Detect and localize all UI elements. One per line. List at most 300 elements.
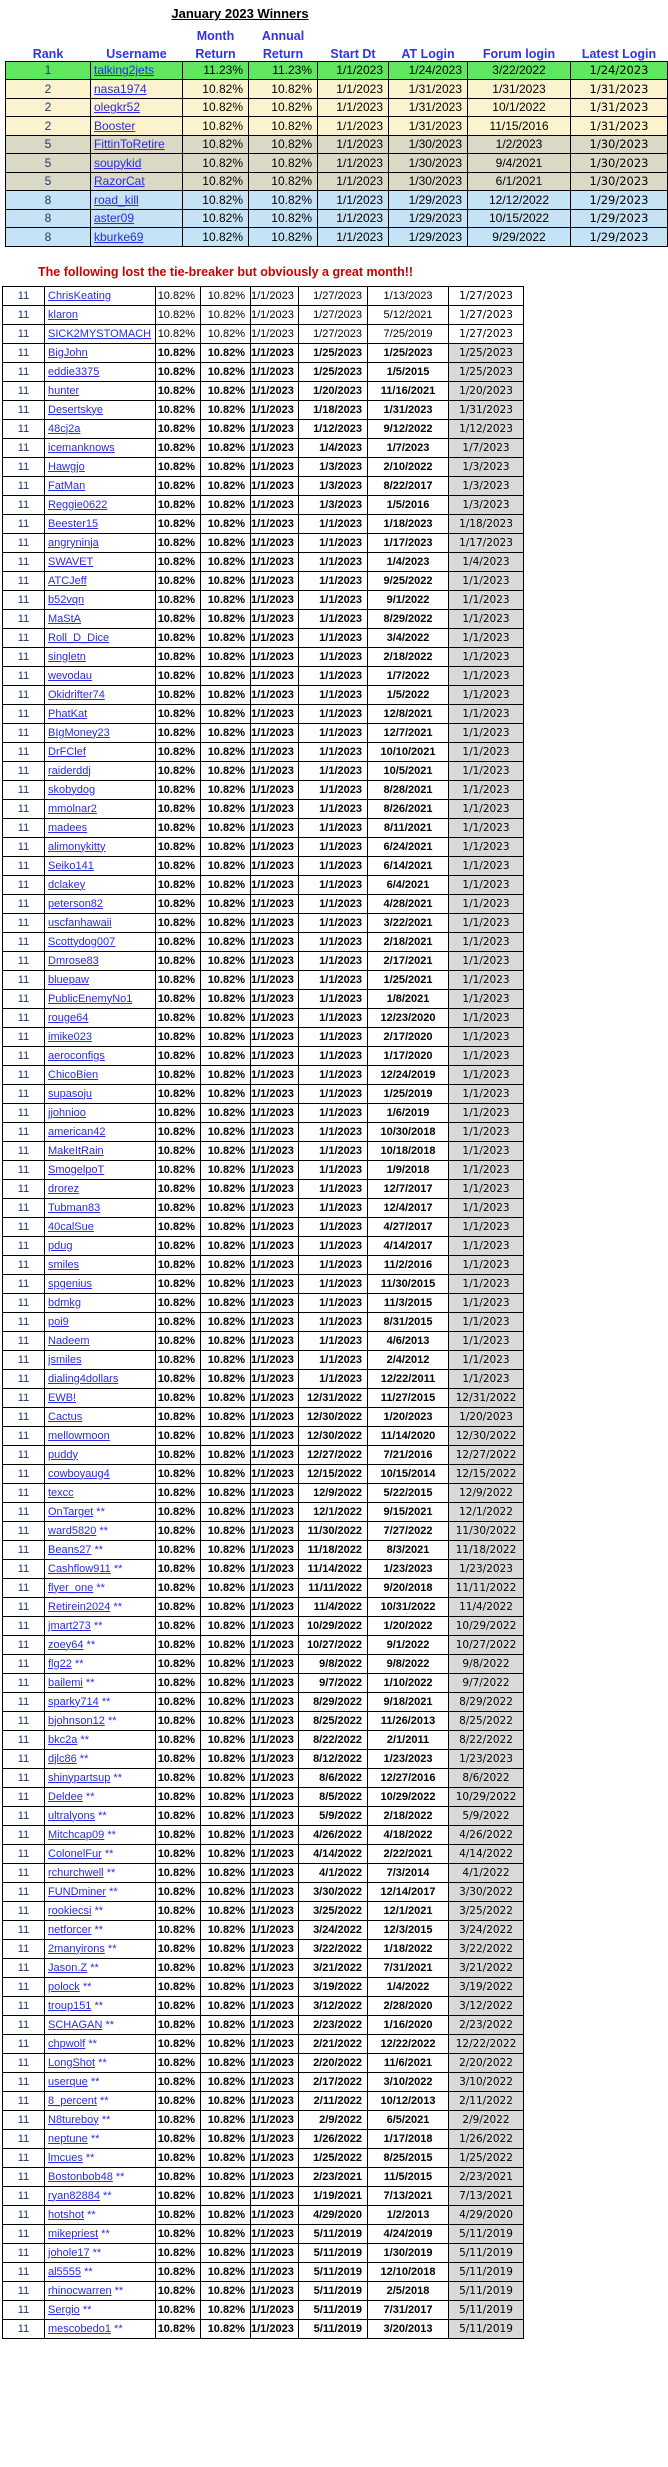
username-cell (45, 1350, 156, 1369)
username-link[interactable]: eddie3375 (48, 365, 100, 378)
honorable-row (3, 1293, 524, 1312)
username-link[interactable]: lmcues (48, 2151, 83, 2164)
forum-login-cell: 3/20/2013 (368, 2319, 449, 2338)
honorable-row (3, 571, 524, 590)
username-link[interactable]: Sergio (48, 2303, 80, 2316)
username-link[interactable]: neptune (48, 2132, 88, 2145)
annual-return-cell: 10.82% (249, 80, 318, 99)
start-date-cell: 1/1/2023 (251, 1958, 299, 1977)
username-link[interactable]: soupykid (94, 155, 142, 170)
start-date-cell: 1/1/2023 (251, 1331, 299, 1350)
username-link[interactable]: FatMan (48, 479, 86, 492)
annual-return-cell: 10.82% (201, 400, 251, 419)
username-link[interactable]: SWAVET (48, 555, 94, 568)
username-link[interactable]: SmogelpoT (48, 1163, 105, 1176)
username-link[interactable]: Deldee (48, 1790, 83, 1803)
username-link[interactable]: sparky714 (48, 1695, 99, 1708)
forum-login-cell: 4/14/2017 (368, 1236, 449, 1255)
username-link[interactable]: Nadeem (48, 1334, 90, 1347)
rank-cell: 11 (3, 1654, 45, 1673)
month-return-cell: 10.82% (156, 343, 201, 362)
annual-return-cell: 10.82% (201, 1198, 251, 1217)
annual-return-cell: 10.82% (201, 2015, 251, 2034)
forum-login-cell: 9/4/2021 (468, 154, 571, 173)
annual-return-cell: 10.82% (201, 970, 251, 989)
username-link[interactable]: rchurchwell (48, 1866, 104, 1879)
username-link[interactable]: alimonykitty (48, 840, 106, 853)
latest-login-cell: 5/11/2019 (449, 2300, 524, 2319)
honorable-row (3, 1882, 524, 1901)
username-link[interactable]: bdmkg (48, 1296, 82, 1309)
col-header-at-login: AT Login (401, 46, 455, 61)
rank-cell: 8 (6, 191, 91, 210)
honorable-row (3, 2224, 524, 2243)
annual-return-cell: 10.82% (201, 590, 251, 609)
forum-login-cell: 2/18/2022 (368, 1806, 449, 1825)
month-return-cell: 10.82% (156, 875, 201, 894)
tie-breaker-stars: ** (111, 2322, 123, 2335)
username-link[interactable]: bluepaw (48, 973, 89, 986)
username-link[interactable]: singletn (48, 650, 86, 663)
latest-login-cell: 1/1/2023 (449, 742, 524, 761)
latest-login-cell: 1/1/2023 (449, 799, 524, 818)
username-link[interactable]: Roll_D_Dice (48, 631, 110, 644)
forum-login-cell: 8/11/2021 (368, 818, 449, 837)
username-link[interactable]: 40calSue (48, 1220, 94, 1233)
latest-login-cell: 1/27/2023 (449, 324, 524, 343)
rank-cell: 11 (3, 476, 45, 495)
honorable-row (3, 2015, 524, 2034)
username-link[interactable]: cowboyaug4 (48, 1467, 110, 1480)
username-cell (45, 932, 156, 951)
username-link[interactable]: ryan82884 (48, 2189, 100, 2202)
month-return-cell: 10.82% (156, 1825, 201, 1844)
honorable-row (3, 419, 524, 438)
latest-login-cell: 1/31/2023 (571, 80, 668, 99)
username-link[interactable]: mellowmoon (48, 1429, 110, 1442)
username-link[interactable]: jmart273 (48, 1619, 91, 1632)
latest-login-cell: 12/22/2022 (449, 2034, 524, 2053)
username-link[interactable]: hotshot (48, 2208, 85, 2221)
at-login-cell: 1/1/2023 (299, 723, 368, 742)
annual-return-cell: 10.82% (201, 1179, 251, 1198)
at-login-cell: 3/25/2022 (299, 1901, 368, 1920)
at-login-cell: 1/1/2023 (299, 1141, 368, 1160)
username-link[interactable]: PhatKat (48, 707, 88, 720)
username-link[interactable]: flyer_one (48, 1581, 94, 1594)
month-return-cell: 10.82% (156, 780, 201, 799)
username-link[interactable]: Cactus (48, 1410, 83, 1423)
start-date-cell: 1/1/2023 (251, 1844, 299, 1863)
username-cell (45, 989, 156, 1008)
latest-login-cell: 10/27/2022 (449, 1635, 524, 1654)
username-link[interactable]: Bostonbob48 (48, 2170, 113, 2183)
username-link[interactable]: supasoju (48, 1087, 93, 1100)
username-link[interactable]: ward5820 (48, 1524, 97, 1537)
username-link[interactable]: 2manyirons (48, 1942, 105, 1955)
month-return-cell: 10.82% (156, 913, 201, 932)
username-cell (45, 666, 156, 685)
username-link[interactable]: Retirein2024 (48, 1600, 111, 1613)
username-link[interactable]: Seiko141 (48, 859, 94, 872)
username-link[interactable]: kburke69 (94, 229, 144, 244)
start-date-cell: 1/1/2023 (251, 2300, 299, 2319)
rank-cell: 11 (3, 438, 45, 457)
month-return-cell: 10.82% (183, 172, 249, 191)
annual-return-cell: 10.82% (201, 1996, 251, 2015)
username-cell (45, 1483, 156, 1502)
start-date-cell: 1/1/2023 (251, 2205, 299, 2224)
username-link[interactable]: klaron (48, 308, 78, 321)
username-cell (45, 1635, 156, 1654)
username-link[interactable]: ultralyons (48, 1809, 96, 1822)
rank-cell: 11 (3, 1844, 45, 1863)
latest-login-cell: 9/8/2022 (449, 1654, 524, 1673)
at-login-cell: 2/23/2022 (299, 2015, 368, 2034)
username-link[interactable]: hunter (48, 384, 80, 397)
username-link[interactable]: ColonelFur (48, 1847, 102, 1860)
username-link[interactable]: PublicEnemyNo1 (48, 992, 133, 1005)
username-link[interactable]: netforcer (48, 1923, 92, 1936)
annual-return-cell: 10.82% (201, 1540, 251, 1559)
latest-login-cell: 1/1/2023 (449, 1160, 524, 1179)
username-link[interactable]: FUNDminer (48, 1885, 107, 1898)
username-link[interactable]: ChicoBien (48, 1068, 99, 1081)
username-link[interactable]: ATCJeff (48, 574, 87, 587)
username-link[interactable]: b52vqn (48, 593, 85, 606)
username-cell (45, 1920, 156, 1939)
username-link[interactable]: talking2jets (94, 63, 155, 78)
tie-breaker-stars: ** (111, 2284, 124, 2297)
annual-return-cell: 10.82% (201, 1654, 251, 1673)
at-login-cell: 12/30/2022 (299, 1407, 368, 1426)
username-link[interactable]: drorez (48, 1182, 80, 1195)
honorable-row (3, 1255, 524, 1274)
username-link[interactable]: road_kill (94, 192, 139, 207)
username-cell (45, 305, 156, 324)
tie-breaker-stars: ** (82, 1790, 95, 1803)
username-link[interactable]: smiles (48, 1258, 80, 1271)
latest-login-cell: 11/4/2022 (449, 1597, 524, 1616)
forum-login-cell: 1/31/2023 (368, 400, 449, 419)
rank-cell: 11 (3, 1255, 45, 1274)
username-link[interactable]: Hawgjo (48, 460, 85, 473)
annual-return-cell: 10.82% (201, 1388, 251, 1407)
tie-breaker-stars: ** (110, 1600, 122, 1613)
username-cell (45, 2034, 156, 2053)
username-link[interactable]: Scottydog007 (48, 935, 116, 948)
username-link[interactable]: imike023 (48, 1030, 93, 1043)
annual-return-cell: 10.82% (201, 362, 251, 381)
start-date-cell: 1/1/2023 (251, 1806, 299, 1825)
username-link[interactable]: Jason.Z (48, 1961, 88, 1974)
forum-login-cell: 2/18/2021 (368, 932, 449, 951)
username-link[interactable]: johole17 (48, 2246, 90, 2259)
username-link[interactable]: Dmrose83 (48, 954, 99, 967)
username-link[interactable]: SCHAGAN (48, 2018, 103, 2031)
forum-login-cell: 1/13/2023 (368, 286, 449, 305)
month-return-cell: 10.82% (156, 419, 201, 438)
at-login-cell: 3/19/2022 (299, 1977, 368, 1996)
rank-cell: 11 (3, 495, 45, 514)
honorable-row (3, 1597, 524, 1616)
username-link[interactable]: bjohnson12 (48, 1714, 105, 1727)
username-link[interactable]: polock (48, 1980, 80, 1993)
username-cell (45, 1825, 156, 1844)
username-link[interactable]: Cashflow911 (48, 1562, 111, 1575)
start-date-cell: 1/1/2023 (251, 2015, 299, 2034)
at-login-cell: 2/17/2022 (299, 2072, 368, 2091)
username-link[interactable]: MaStA (48, 612, 82, 625)
rank-cell: 11 (3, 1578, 45, 1597)
at-login-cell: 11/30/2022 (299, 1521, 368, 1540)
username-link[interactable]: icemanknows (48, 441, 115, 454)
at-login-cell: 2/21/2022 (299, 2034, 368, 2053)
username-cell (45, 780, 156, 799)
username-link[interactable]: mikepriest (48, 2227, 99, 2240)
username-link[interactable]: MakeItRain (48, 1144, 104, 1157)
username-link[interactable]: dclakey (48, 878, 86, 891)
username-cell (45, 2015, 156, 2034)
username-link[interactable]: Reggie0622 (48, 498, 108, 511)
honorable-row (3, 1559, 524, 1578)
annual-return-cell: 11.23% (249, 61, 318, 80)
annual-return-cell: 10.82% (201, 875, 251, 894)
latest-login-cell: 1/1/2023 (449, 1236, 524, 1255)
username-link[interactable]: angryninja (48, 536, 99, 549)
forum-login-cell: 3/10/2022 (368, 2072, 449, 2091)
latest-login-cell: 1/1/2023 (449, 590, 524, 609)
annual-return-cell: 10.82% (249, 228, 318, 247)
username-link[interactable]: bailemi (48, 1676, 83, 1689)
rank-cell: 11 (3, 1863, 45, 1882)
username-link[interactable]: rouge64 (48, 1011, 89, 1024)
username-link[interactable]: al5555 (48, 2265, 82, 2278)
username-link[interactable]: N8tureboy (48, 2113, 99, 2126)
username-link[interactable]: puddy (48, 1448, 78, 1461)
tie-breaker-note: The following lost the tie-breaker but obviously a great month!! (38, 264, 414, 279)
username-link[interactable]: Beester15 (48, 517, 99, 530)
username-link[interactable]: rhinocwarren (48, 2284, 112, 2297)
month-return-cell: 10.82% (156, 552, 201, 571)
username-link[interactable]: djlc86 (48, 1752, 77, 1765)
start-date-cell: 1/1/2023 (251, 2224, 299, 2243)
rank-cell: 11 (3, 647, 45, 666)
username-link[interactable]: wevodau (48, 669, 93, 682)
rank-cell: 1 (6, 61, 91, 80)
rank-cell: 11 (3, 1236, 45, 1255)
forum-login-cell: 4/24/2019 (368, 2224, 449, 2243)
username-link[interactable]: aster09 (94, 211, 135, 226)
forum-login-cell: 6/4/2021 (368, 875, 449, 894)
username-link[interactable]: OnTarget (48, 1505, 94, 1518)
latest-login-cell: 7/13/2021 (449, 2186, 524, 2205)
latest-login-cell: 3/21/2022 (449, 1958, 524, 1977)
username-link[interactable]: EWB! (48, 1391, 77, 1404)
annual-return-cell: 10.82% (201, 989, 251, 1008)
latest-login-cell: 5/11/2019 (449, 2262, 524, 2281)
honorable-row (3, 1711, 524, 1730)
honorable-row (3, 457, 524, 476)
username-link[interactable]: Beans27 (48, 1543, 92, 1556)
username-link[interactable]: LongShot (48, 2056, 96, 2069)
start-date-cell: 1/1/2023 (251, 685, 299, 704)
username-link[interactable]: dialing4dollars (48, 1372, 119, 1385)
username-link[interactable]: uscfanhawaii (48, 916, 112, 929)
username-link[interactable]: skobydog (48, 783, 96, 796)
month-return-cell: 10.82% (156, 894, 201, 913)
username-link[interactable]: 8_percent (48, 2094, 97, 2107)
start-date-cell: 1/1/2023 (251, 1046, 299, 1065)
rank-cell: 11 (3, 2015, 45, 2034)
start-date-cell: 1/1/2023 (251, 514, 299, 533)
username-link[interactable]: american42 (48, 1125, 106, 1138)
start-date-cell: 1/1/2023 (251, 818, 299, 837)
username-cell (45, 2262, 156, 2281)
at-login-cell: 1/3/2023 (299, 457, 368, 476)
rank-cell: 11 (3, 1179, 45, 1198)
tie-breaker-stars: ** (77, 1733, 89, 1746)
month-return-cell: 10.82% (156, 2148, 201, 2167)
username-link[interactable]: madees (48, 821, 88, 834)
username-cell (45, 1673, 156, 1692)
start-date-cell: 1/1/2023 (318, 61, 389, 80)
username-link[interactable]: BigJohn (48, 346, 88, 359)
tie-breaker-stars: ** (104, 1942, 117, 1955)
forum-login-cell: 1/30/2019 (368, 2243, 449, 2262)
latest-login-cell: 1/1/2023 (449, 970, 524, 989)
at-login-cell: 1/1/2023 (299, 1350, 368, 1369)
start-date-cell: 1/1/2023 (251, 799, 299, 818)
forum-login-cell: 2/5/2018 (368, 2281, 449, 2300)
username-link[interactable]: olegkr52 (94, 100, 141, 115)
col-header-rank: Rank (32, 46, 64, 61)
rank-cell: 11 (3, 419, 45, 438)
username-cell (45, 533, 156, 552)
annual-return-cell: 10.82% (201, 419, 251, 438)
at-login-cell: 2/9/2022 (299, 2110, 368, 2129)
latest-login-cell: 1/18/2023 (449, 514, 524, 533)
username-link[interactable]: zoey64 (48, 1638, 84, 1651)
forum-login-cell: 1/5/2015 (368, 362, 449, 381)
username-cell (45, 381, 156, 400)
username-link[interactable]: shinypartsup (48, 1771, 111, 1784)
latest-login-cell: 1/25/2022 (449, 2148, 524, 2167)
tie-breaker-stars: ** (79, 1980, 92, 1993)
honorable-row (3, 1635, 524, 1654)
username-link[interactable]: rookiecsi (48, 1904, 92, 1917)
month-return-cell: 10.82% (156, 837, 201, 856)
username-link[interactable]: bkc2a (48, 1733, 78, 1746)
username-cell (45, 438, 156, 457)
forum-login-cell: 11/3/2015 (368, 1293, 449, 1312)
rank-cell: 11 (3, 2129, 45, 2148)
username-link[interactable]: jsmiles (48, 1353, 82, 1366)
username-link[interactable]: Booster (94, 118, 136, 133)
username-link[interactable]: BIgMoney23 (48, 726, 110, 739)
start-date-cell: 1/1/2023 (251, 1103, 299, 1122)
username-link[interactable]: spgenius (48, 1277, 93, 1290)
month-return-cell: 10.82% (156, 1312, 201, 1331)
username-link[interactable]: FittinToRetire (94, 137, 165, 152)
username-link[interactable]: jjohnioo (48, 1106, 86, 1119)
username-link[interactable]: Desertskye (48, 403, 104, 416)
username-link[interactable]: pdug (48, 1239, 73, 1252)
at-login-cell: 1/1/2023 (299, 552, 368, 571)
latest-login-cell: 5/11/2019 (449, 2224, 524, 2243)
rank-cell: 11 (3, 1920, 45, 1939)
annual-return-cell: 10.82% (201, 1958, 251, 1977)
username-link[interactable]: mmolnar2 (48, 802, 97, 815)
username-link[interactable]: ChrisKeating (48, 289, 111, 302)
month-return-cell: 10.82% (156, 1996, 201, 2015)
username-link[interactable]: Mitchcap09 (48, 1828, 105, 1841)
at-login-cell: 1/30/2023 (389, 172, 468, 191)
forum-login-cell: 1/16/2020 (368, 2015, 449, 2034)
username-link[interactable]: 48cj2a (48, 422, 81, 435)
at-login-cell: 8/25/2022 (299, 1711, 368, 1730)
annual-return-cell: 10.82% (201, 1616, 251, 1635)
username-link[interactable]: mescobedo1 (48, 2322, 111, 2335)
forum-login-cell: 10/10/2021 (368, 742, 449, 761)
at-login-cell: 1/1/2023 (299, 514, 368, 533)
username-cell (45, 343, 156, 362)
annual-return-cell: 10.82% (201, 1426, 251, 1445)
rank-cell: 11 (3, 2205, 45, 2224)
forum-login-cell: 2/17/2021 (368, 951, 449, 970)
latest-login-cell: 5/11/2019 (449, 2319, 524, 2338)
at-login-cell: 1/1/2023 (299, 685, 368, 704)
at-login-cell: 1/26/2022 (299, 2129, 368, 2148)
username-link[interactable]: troup151 (48, 1999, 92, 2012)
latest-login-cell: 1/1/2023 (449, 723, 524, 742)
forum-login-cell: 8/29/2022 (368, 609, 449, 628)
annual-return-cell: 10.82% (201, 1312, 251, 1331)
username-link[interactable]: texcc (48, 1486, 74, 1499)
tie-breaker-stars: ** (91, 1999, 104, 2012)
rank-cell: 11 (3, 609, 45, 628)
winner-row (6, 209, 668, 228)
username-link[interactable]: userque (48, 2075, 88, 2088)
username-link[interactable]: raiderddj (48, 764, 91, 777)
annual-return-cell: 10.82% (201, 571, 251, 590)
start-date-cell: 1/1/2023 (251, 1711, 299, 1730)
at-login-cell: 5/11/2019 (299, 2300, 368, 2319)
rank-cell: 11 (3, 2053, 45, 2072)
username-link[interactable]: Tubman83 (48, 1201, 101, 1214)
username-link[interactable]: DrFClef (48, 745, 86, 758)
rank-cell: 11 (3, 1464, 45, 1483)
username-link[interactable]: chpwolf (48, 2037, 86, 2050)
username-link[interactable]: SICK2MYSTOMACH (48, 327, 152, 340)
forum-login-cell: 3/22/2022 (468, 61, 571, 80)
username-link[interactable]: aeroconfigs (48, 1049, 105, 1062)
username-cell (45, 856, 156, 875)
username-link[interactable]: Okidrifter74 (48, 688, 105, 701)
username-link[interactable]: peterson82 (48, 897, 104, 910)
username-link[interactable]: poi9 (48, 1315, 69, 1328)
start-date-cell: 1/1/2023 (251, 1920, 299, 1939)
username-link[interactable]: RazorCat (94, 174, 145, 189)
username-cell (91, 80, 183, 99)
username-link[interactable]: flg22 (48, 1657, 72, 1670)
honorable-row (3, 1521, 524, 1540)
forum-login-cell: 9/8/2022 (368, 1654, 449, 1673)
start-date-cell: 1/1/2023 (251, 419, 299, 438)
start-date-cell: 1/1/2023 (251, 1559, 299, 1578)
annual-return-cell: 10.82% (201, 2319, 251, 2338)
username-link[interactable]: nasa1974 (94, 81, 147, 96)
